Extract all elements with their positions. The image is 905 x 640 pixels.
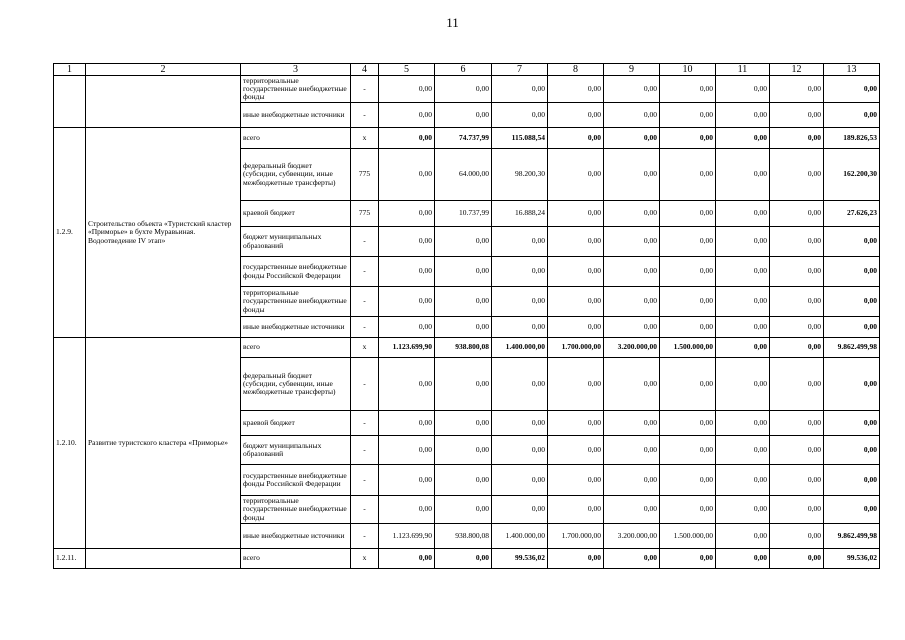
value-cell: 0,00 — [435, 103, 492, 128]
value-cell: 0,00 — [716, 103, 770, 128]
value-cell: 0,00 — [660, 317, 716, 338]
value-cell: 0,00 — [379, 149, 435, 201]
value-cell: 0,00 — [660, 358, 716, 411]
budget-code: - — [351, 227, 379, 257]
item-name: Развитие туристского кластера «Приморье» — [86, 338, 241, 549]
value-cell: 0,00 — [379, 496, 435, 524]
budget-code: х — [351, 128, 379, 149]
value-cell: 0,00 — [435, 411, 492, 436]
value-cell: 0,00 — [379, 317, 435, 338]
value-cell: 0,00 — [604, 287, 660, 317]
item-index: 1.2.9. — [54, 128, 86, 338]
column-header-9: 9 — [604, 64, 660, 76]
funding-source: иные внебюджетные источники — [241, 317, 351, 338]
value-cell: 0,00 — [604, 436, 660, 465]
value-cell: 0,00 — [716, 436, 770, 465]
value-cell: 0,00 — [716, 338, 770, 358]
value-cell: 0,00 — [770, 524, 824, 549]
value-cell: 0,00 — [770, 338, 824, 358]
value-cell: 0,00 — [716, 411, 770, 436]
value-cell: 1.123.699,90 — [379, 524, 435, 549]
budget-code: - — [351, 436, 379, 465]
value-cell: 16.888,24 — [492, 201, 548, 227]
value-cell: 1.400.000,00 — [492, 524, 548, 549]
value-cell: 0,00 — [548, 287, 604, 317]
value-cell: 0,00 — [604, 465, 660, 496]
value-cell: 1.500.000,00 — [660, 524, 716, 549]
funding-source: территориальные государственные внебюджетные фонды — [241, 76, 351, 103]
value-cell: 0,00 — [548, 496, 604, 524]
budget-code: - — [351, 358, 379, 411]
value-cell: 0,00 — [770, 496, 824, 524]
value-cell: 10.737,99 — [435, 201, 492, 227]
value-cell: 0,00 — [770, 358, 824, 411]
value-cell: 0,00 — [716, 358, 770, 411]
value-cell: 74.737,99 — [435, 128, 492, 149]
budget-code: - — [351, 317, 379, 338]
value-cell: 0,00 — [770, 103, 824, 128]
value-cell: 0,00 — [548, 257, 604, 287]
budget-code: - — [351, 287, 379, 317]
value-cell: 0,00 — [660, 549, 716, 569]
value-cell: 1.500.000,00 — [660, 338, 716, 358]
budget-code: - — [351, 103, 379, 128]
column-header-5: 5 — [379, 64, 435, 76]
value-cell: 0,00 — [492, 496, 548, 524]
funding-source: всего — [241, 128, 351, 149]
funding-source: государственные внебюджетные фонды Российской Федерации — [241, 465, 351, 496]
value-cell: 0,00 — [660, 287, 716, 317]
value-cell: 0,00 — [379, 287, 435, 317]
value-cell: 0,00 — [660, 76, 716, 103]
funding-source: федеральный бюджет (субсидии, субвенции, иные межбюджетные трансферты) — [241, 149, 351, 201]
funding-source: всего — [241, 338, 351, 358]
item-index: 1.2.10. — [54, 338, 86, 549]
value-cell: 0,00 — [716, 201, 770, 227]
value-cell: 0,00 — [604, 257, 660, 287]
funding-source: иные внебюджетные источники — [241, 103, 351, 128]
value-cell: 0,00 — [604, 149, 660, 201]
value-cell: 0,00 — [770, 257, 824, 287]
value-cell: 0,00 — [716, 227, 770, 257]
value-cell: 0,00 — [824, 358, 880, 411]
funding-source: территориальные государственные внебюджетные фонды — [241, 496, 351, 524]
item-name — [86, 76, 241, 128]
value-cell: 9.862.499,98 — [824, 338, 880, 358]
value-cell: 0,00 — [770, 128, 824, 149]
column-header-13: 13 — [824, 64, 880, 76]
value-cell: 0,00 — [824, 287, 880, 317]
value-cell: 0,00 — [548, 103, 604, 128]
value-cell: 0,00 — [770, 227, 824, 257]
total-row — [54, 128, 880, 149]
value-cell: 938.800,08 — [435, 524, 492, 549]
value-cell: 0,00 — [770, 411, 824, 436]
value-cell: 0,00 — [435, 287, 492, 317]
value-cell: 0,00 — [492, 287, 548, 317]
budget-code: - — [351, 524, 379, 549]
value-cell: 0,00 — [770, 465, 824, 496]
budget-code: 775 — [351, 201, 379, 227]
value-cell: 0,00 — [604, 549, 660, 569]
column-header-4: 4 — [351, 64, 379, 76]
value-cell: 0,00 — [716, 76, 770, 103]
value-cell: 0,00 — [716, 128, 770, 149]
item-name — [86, 549, 241, 569]
value-cell: 0,00 — [435, 317, 492, 338]
value-cell: 0,00 — [824, 436, 880, 465]
value-cell: 0,00 — [548, 149, 604, 201]
column-header-1: 1 — [54, 64, 86, 76]
value-cell: 0,00 — [660, 227, 716, 257]
column-header-10: 10 — [660, 64, 716, 76]
value-cell: 0,00 — [379, 465, 435, 496]
funding-source: иные внебюджетные источники — [241, 524, 351, 549]
value-cell: 0,00 — [824, 257, 880, 287]
value-cell: 0,00 — [604, 201, 660, 227]
value-cell: 0,00 — [770, 76, 824, 103]
value-cell: 0,00 — [770, 436, 824, 465]
value-cell: 0,00 — [435, 227, 492, 257]
value-cell: 162.200,30 — [824, 149, 880, 201]
budget-code: - — [351, 76, 379, 103]
funding-source: государственные внебюджетные фонды Российской Федерации — [241, 257, 351, 287]
funding-source: бюджет муниципальных образований — [241, 227, 351, 257]
value-cell: 189.826,53 — [824, 128, 880, 149]
value-cell: 0,00 — [716, 257, 770, 287]
value-cell: 0,00 — [492, 227, 548, 257]
funding-source: федеральный бюджет (субсидии, субвенции, иные межбюджетные трансферты) — [241, 358, 351, 411]
item-index: 1.2.11. — [54, 549, 86, 569]
value-cell: 98.200,30 — [492, 149, 548, 201]
value-cell: 0,00 — [435, 257, 492, 287]
value-cell: 0,00 — [492, 103, 548, 128]
value-cell: 0,00 — [379, 128, 435, 149]
column-header-7: 7 — [492, 64, 548, 76]
value-cell: 64.000,00 — [435, 149, 492, 201]
value-cell: 0,00 — [435, 76, 492, 103]
value-cell: 0,00 — [548, 201, 604, 227]
value-cell: 3.200.000,00 — [604, 524, 660, 549]
value-cell: 0,00 — [660, 201, 716, 227]
value-cell: 27.626,23 — [824, 201, 880, 227]
value-cell: 0,00 — [604, 128, 660, 149]
value-cell: 0,00 — [379, 227, 435, 257]
value-cell: 0,00 — [660, 496, 716, 524]
value-cell: 0,00 — [379, 103, 435, 128]
value-cell: 0,00 — [548, 76, 604, 103]
value-cell: 0,00 — [548, 358, 604, 411]
value-cell: 115.088,54 — [492, 128, 548, 149]
value-cell: 0,00 — [379, 76, 435, 103]
value-cell: 0,00 — [824, 411, 880, 436]
value-cell: 0,00 — [379, 201, 435, 227]
column-header-12: 12 — [770, 64, 824, 76]
value-cell: 0,00 — [824, 496, 880, 524]
value-cell: 0,00 — [379, 358, 435, 411]
value-cell: 0,00 — [548, 436, 604, 465]
value-cell: 0,00 — [379, 549, 435, 569]
value-cell: 0,00 — [548, 465, 604, 496]
value-cell: 0,00 — [824, 227, 880, 257]
value-cell: 0,00 — [716, 496, 770, 524]
value-cell: 0,00 — [716, 524, 770, 549]
value-cell: 0,00 — [660, 465, 716, 496]
value-cell: 0,00 — [604, 227, 660, 257]
value-cell: 0,00 — [770, 287, 824, 317]
value-cell: 0,00 — [435, 496, 492, 524]
funding-source: всего — [241, 549, 351, 569]
value-cell: 0,00 — [770, 549, 824, 569]
funding-source: территориальные государственные внебюджетные фонды — [241, 287, 351, 317]
value-cell: 0,00 — [379, 436, 435, 465]
value-cell: 0,00 — [824, 465, 880, 496]
table-row — [54, 76, 880, 103]
budget-code: - — [351, 257, 379, 287]
value-cell: 0,00 — [824, 317, 880, 338]
value-cell: 99.536,02 — [824, 549, 880, 569]
header-row — [54, 64, 880, 76]
value-cell: 0,00 — [770, 201, 824, 227]
value-cell: 0,00 — [492, 436, 548, 465]
value-cell: 0,00 — [492, 317, 548, 338]
value-cell: 0,00 — [660, 149, 716, 201]
funding-source: краевой бюджет — [241, 201, 351, 227]
value-cell: 0,00 — [492, 411, 548, 436]
column-header-8: 8 — [548, 64, 604, 76]
value-cell: 0,00 — [824, 103, 880, 128]
value-cell: 0,00 — [548, 317, 604, 338]
budget-code: - — [351, 465, 379, 496]
value-cell: 0,00 — [604, 317, 660, 338]
item-name: Строительство объекта «Туристский кластер «Приморье» в бухте Муравьиная. Водоотведение IV этап» — [86, 128, 241, 338]
budget-table — [53, 63, 880, 569]
value-cell: 0,00 — [660, 411, 716, 436]
value-cell: 1.400.000,00 — [492, 338, 548, 358]
value-cell: 3.200.000,00 — [604, 338, 660, 358]
value-cell: 0,00 — [379, 257, 435, 287]
column-header-2: 2 — [86, 64, 241, 76]
value-cell: 0,00 — [379, 411, 435, 436]
budget-code: х — [351, 338, 379, 358]
value-cell: 0,00 — [492, 257, 548, 287]
value-cell: 0,00 — [604, 496, 660, 524]
column-header-6: 6 — [435, 64, 492, 76]
value-cell: 0,00 — [604, 76, 660, 103]
value-cell: 0,00 — [770, 317, 824, 338]
value-cell: 0,00 — [548, 411, 604, 436]
value-cell: 1.123.699,90 — [379, 338, 435, 358]
value-cell: 0,00 — [716, 549, 770, 569]
value-cell: 0,00 — [824, 76, 880, 103]
page-number: 11 — [446, 15, 459, 30]
value-cell: 0,00 — [660, 257, 716, 287]
value-cell: 9.862.499,98 — [824, 524, 880, 549]
value-cell: 1.700.000,00 — [548, 524, 604, 549]
value-cell: 0,00 — [492, 465, 548, 496]
total-row — [54, 549, 880, 569]
value-cell: 0,00 — [548, 128, 604, 149]
value-cell: 0,00 — [435, 358, 492, 411]
value-cell: 938.800,08 — [435, 338, 492, 358]
value-cell: 0,00 — [435, 549, 492, 569]
item-index — [54, 76, 86, 128]
budget-code: - — [351, 496, 379, 524]
value-cell: 0,00 — [492, 76, 548, 103]
value-cell: 0,00 — [604, 103, 660, 128]
value-cell: 0,00 — [716, 317, 770, 338]
value-cell: 0,00 — [770, 149, 824, 201]
value-cell: 0,00 — [716, 287, 770, 317]
value-cell: 0,00 — [435, 465, 492, 496]
budget-code: х — [351, 549, 379, 569]
value-cell: 0,00 — [604, 358, 660, 411]
value-cell: 0,00 — [660, 103, 716, 128]
value-cell: 0,00 — [716, 465, 770, 496]
value-cell: 99.536,02 — [492, 549, 548, 569]
value-cell: 0,00 — [435, 436, 492, 465]
value-cell: 1.700.000,00 — [548, 338, 604, 358]
value-cell: 0,00 — [548, 227, 604, 257]
budget-code: 775 — [351, 149, 379, 201]
value-cell: 0,00 — [604, 411, 660, 436]
value-cell: 0,00 — [660, 436, 716, 465]
total-row — [54, 338, 880, 358]
value-cell: 0,00 — [548, 549, 604, 569]
value-cell: 0,00 — [492, 358, 548, 411]
value-cell: 0,00 — [660, 128, 716, 149]
budget-code: - — [351, 411, 379, 436]
column-header-3: 3 — [241, 64, 351, 76]
value-cell: 0,00 — [716, 149, 770, 201]
column-header-11: 11 — [716, 64, 770, 76]
funding-source: краевой бюджет — [241, 411, 351, 436]
funding-source: бюджет муниципальных образований — [241, 436, 351, 465]
